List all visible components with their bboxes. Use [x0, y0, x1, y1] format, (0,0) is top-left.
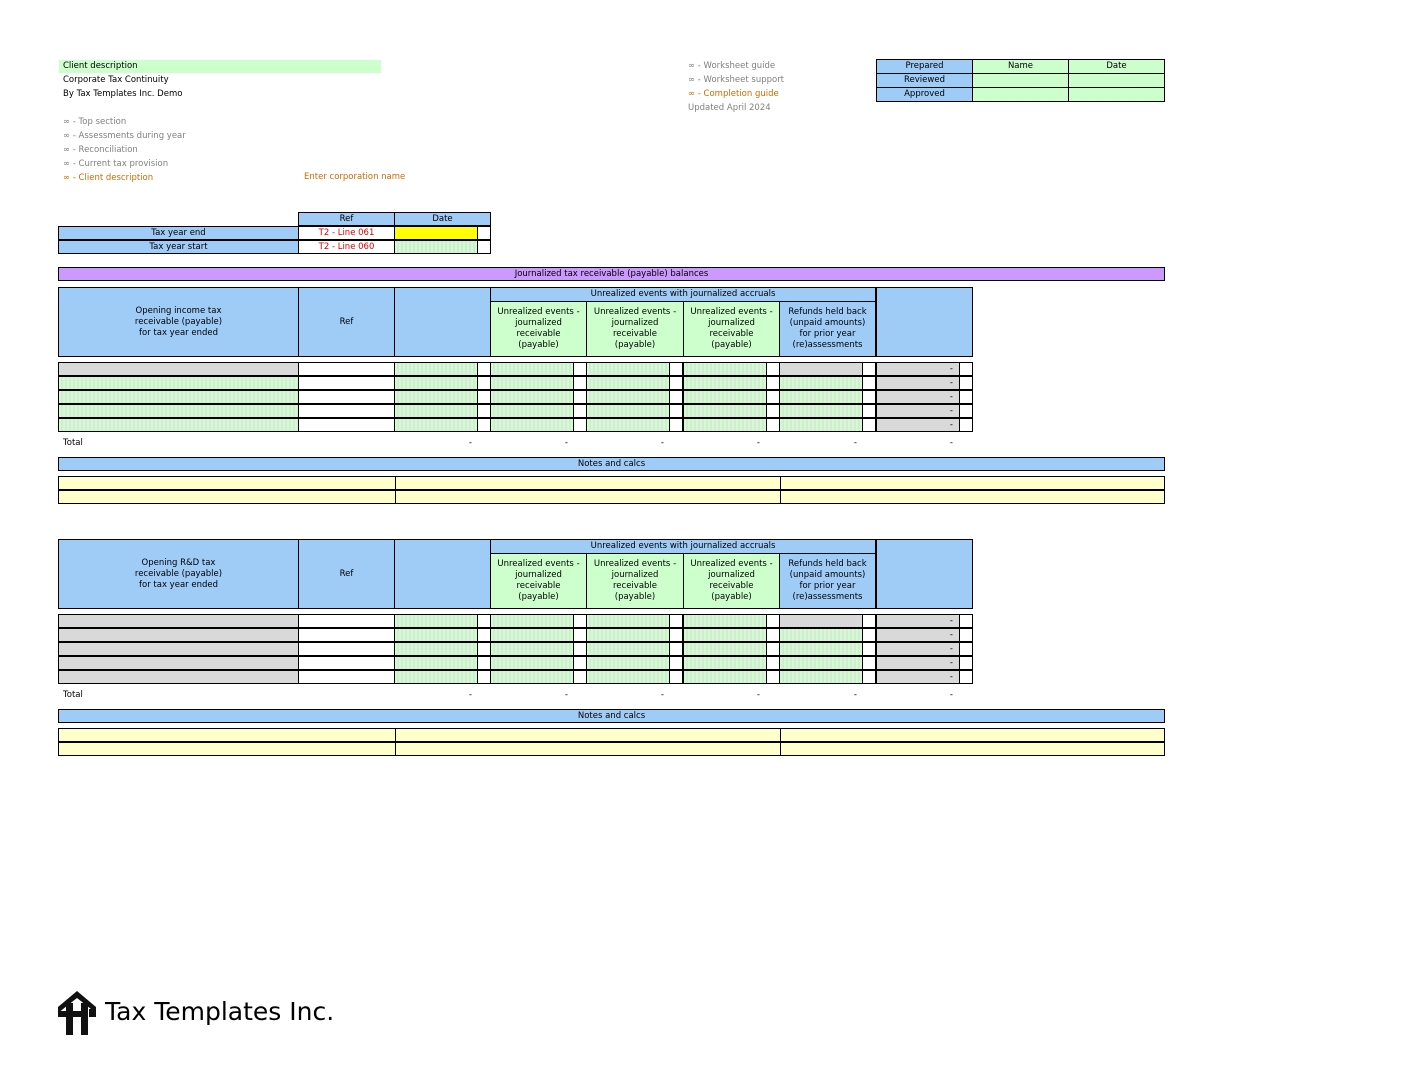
table-row-col4[interactable]	[779, 614, 863, 628]
table-row-total: -	[876, 670, 960, 684]
total-header	[876, 287, 973, 357]
table-row-col4[interactable]	[779, 418, 863, 432]
table-row-col4[interactable]	[779, 642, 863, 656]
table-row-date[interactable]	[394, 656, 478, 670]
table-row-spacer	[959, 376, 973, 390]
table-row-date[interactable]	[394, 376, 478, 390]
notes-header: Notes and calcs	[58, 709, 1165, 723]
table-row-col2[interactable]	[586, 404, 670, 418]
notes-cell[interactable]	[58, 490, 396, 504]
table-row-spacer	[477, 404, 491, 418]
house-logo-icon	[56, 989, 98, 1035]
table-row-col4[interactable]	[779, 376, 863, 390]
table-row-spacer	[669, 418, 683, 432]
table-row-ref[interactable]	[298, 656, 395, 670]
signoff-approved-date[interactable]	[1068, 87, 1165, 102]
table-row-date[interactable]	[394, 404, 478, 418]
table-row-spacer	[959, 404, 973, 418]
table-row-col4[interactable]	[779, 656, 863, 670]
company-logo-text: Tax Templates Inc.	[105, 997, 335, 1026]
signoff-date-header: Date	[1068, 59, 1165, 74]
table-row-spacer	[573, 656, 587, 670]
table-row-ref[interactable]	[298, 418, 395, 432]
blank-header	[394, 287, 491, 357]
table-row-spacer	[669, 656, 683, 670]
table-row-spacer	[959, 418, 973, 432]
notes-cell[interactable]	[395, 728, 781, 742]
table-row-col1[interactable]	[490, 614, 574, 628]
table-row-spacer	[766, 642, 780, 656]
notes-cell[interactable]	[395, 490, 781, 504]
table-row-col1[interactable]	[490, 390, 574, 404]
total-value: -	[660, 690, 664, 700]
tax-year-end-ref: T2 - Line 061	[298, 226, 395, 240]
table-row-spacer	[766, 628, 780, 642]
tax-year-start-spacer	[477, 240, 491, 254]
signoff-reviewed-label: Reviewed	[876, 73, 973, 88]
total-header	[876, 539, 973, 609]
tax-year-end-date-input[interactable]	[394, 226, 478, 240]
total-value: -	[853, 690, 857, 700]
tax-year-start-ref: T2 - Line 060	[298, 240, 395, 254]
table-row-ref[interactable]	[298, 642, 395, 656]
updated-date: Updated April 2024	[688, 103, 771, 113]
signoff-name-header: Name	[972, 59, 1069, 74]
table-row-label[interactable]	[58, 642, 299, 656]
table-row-ref[interactable]	[298, 390, 395, 404]
table-row-date[interactable]	[394, 362, 478, 376]
table-row-col1[interactable]	[490, 418, 574, 432]
total-value: -	[756, 690, 760, 700]
table-row-ref[interactable]	[298, 614, 395, 628]
table-row-date[interactable]	[394, 614, 478, 628]
table-row-spacer	[959, 642, 973, 656]
group-header: Unrealized events with journalized accruals	[490, 539, 876, 554]
table-row-spacer	[573, 642, 587, 656]
tax-year-ref-header: Ref	[298, 212, 395, 226]
table-row-spacer	[573, 376, 587, 390]
opening-header: Opening income tax receivable (payable) for tax year ended	[58, 287, 299, 357]
table-row-total: -	[876, 642, 960, 656]
table-row-total: -	[876, 376, 960, 390]
table-row-spacer	[477, 614, 491, 628]
table-row-spacer	[862, 362, 876, 376]
client-description-label: Client description	[63, 61, 138, 71]
table-row-spacer	[573, 670, 587, 684]
table-row-spacer	[669, 376, 683, 390]
link-worksheet-guide[interactable]: ∞ - Worksheet guide	[688, 61, 776, 71]
table-row-col3[interactable]	[683, 418, 767, 432]
table-row-spacer	[669, 404, 683, 418]
table-row-spacer	[862, 376, 876, 390]
notes-cell[interactable]	[58, 728, 396, 742]
table-row-ref[interactable]	[298, 670, 395, 684]
notes-cell[interactable]	[780, 476, 1165, 490]
col2-header: Unrealized events - journalized receivable (payable)	[586, 553, 684, 609]
table-row-spacer	[573, 628, 587, 642]
table-row-date[interactable]	[394, 628, 478, 642]
table-row-total: -	[876, 656, 960, 670]
table-row-ref[interactable]	[298, 404, 395, 418]
table-row-col2[interactable]	[586, 362, 670, 376]
table-row-label[interactable]	[58, 670, 299, 684]
table-row-spacer	[959, 614, 973, 628]
table-row-spacer	[477, 376, 491, 390]
table-row-ref[interactable]	[298, 628, 395, 642]
table-row-date[interactable]	[394, 418, 478, 432]
signoff-approved-name[interactable]	[972, 87, 1069, 102]
table-row-spacer	[573, 614, 587, 628]
table-row-ref[interactable]	[298, 376, 395, 390]
table-row-col3[interactable]	[683, 642, 767, 656]
corporate-tax-continuity: Corporate Tax Continuity	[63, 75, 169, 85]
notes-cell[interactable]	[58, 476, 396, 490]
link-assessments[interactable]: ∞ - Assessments during year	[63, 131, 186, 141]
table-row-spacer	[477, 656, 491, 670]
table-row-col2[interactable]	[586, 628, 670, 642]
section-title: Journalized tax receivable (payable) balances	[58, 267, 1165, 281]
table-row-label[interactable]	[58, 362, 299, 376]
table-row-col4[interactable]	[779, 404, 863, 418]
table-row-spacer	[766, 614, 780, 628]
table-row-date[interactable]	[394, 670, 478, 684]
table-row-spacer	[766, 670, 780, 684]
ref-header: Ref	[298, 539, 395, 609]
col2-header: Unrealized events - journalized receivable (payable)	[586, 301, 684, 357]
table-row-spacer	[669, 614, 683, 628]
table-row-spacer	[959, 628, 973, 642]
table-row-spacer	[477, 362, 491, 376]
table-row-spacer	[959, 362, 973, 376]
tax-year-start-label: Tax year start	[58, 240, 299, 254]
table-row-col1[interactable]	[490, 642, 574, 656]
total-value: -	[468, 690, 472, 700]
link-reconciliation[interactable]: ∞ - Reconciliation	[63, 145, 138, 155]
link-current-tax-provision[interactable]: ∞ - Current tax provision	[63, 159, 169, 169]
col1-header: Unrealized events - journalized receivable (payable)	[490, 301, 587, 357]
table-row-col3[interactable]	[683, 614, 767, 628]
notes-cell[interactable]	[780, 728, 1165, 742]
table-row-total: -	[876, 390, 960, 404]
table-row-col4[interactable]	[779, 390, 863, 404]
tax-year-start-date	[394, 240, 478, 254]
group-header: Unrealized events with journalized accruals	[490, 287, 876, 302]
table-row-ref[interactable]	[298, 362, 395, 376]
table-row-total: -	[876, 628, 960, 642]
table-row-spacer	[573, 404, 587, 418]
total-value: -	[564, 438, 568, 448]
table-row-col1[interactable]	[490, 376, 574, 390]
table-row-spacer	[477, 642, 491, 656]
signoff-reviewed-name[interactable]	[972, 73, 1069, 88]
table-row-col3[interactable]	[683, 656, 767, 670]
table-row-spacer	[862, 628, 876, 642]
notes-cell[interactable]	[58, 742, 396, 756]
table-row-col1[interactable]	[490, 628, 574, 642]
company-logo	[56, 989, 98, 1038]
table-row-total: -	[876, 418, 960, 432]
table-row-col4[interactable]	[779, 670, 863, 684]
total-value: -	[660, 438, 664, 448]
table-row-spacer	[477, 628, 491, 642]
table-row-col1[interactable]	[490, 670, 574, 684]
by-tax-templates: By Tax Templates Inc. Demo	[63, 89, 183, 99]
table-row-spacer	[669, 642, 683, 656]
signoff-reviewed-date[interactable]	[1068, 73, 1165, 88]
signoff-approved-label: Approved	[876, 87, 973, 102]
total-label: Total	[63, 690, 83, 700]
enter-corporation-name[interactable]: Enter corporation name	[304, 172, 406, 182]
table-row-total: -	[876, 404, 960, 418]
col1-header: Unrealized events - journalized receivable (payable)	[490, 553, 587, 609]
table-row-col3[interactable]	[683, 404, 767, 418]
notes-cell[interactable]	[780, 490, 1165, 504]
table-row-label[interactable]	[58, 390, 299, 404]
tax-year-date-header: Date	[394, 212, 491, 226]
table-row-spacer	[669, 362, 683, 376]
table-row-col2[interactable]	[586, 642, 670, 656]
table-row-label[interactable]	[58, 614, 299, 628]
table-row-spacer	[573, 362, 587, 376]
table-row-total: -	[876, 362, 960, 376]
col3-header: Unrealized events - journalized receivable (payable)	[683, 301, 780, 357]
table-row-col2[interactable]	[586, 390, 670, 404]
notes-cell[interactable]	[395, 742, 781, 756]
ref-header: Ref	[298, 287, 395, 357]
notes-cell[interactable]	[780, 742, 1165, 756]
link-client-description[interactable]: ∞ - Client description	[63, 173, 154, 183]
table-row-col3[interactable]	[683, 390, 767, 404]
table-row-spacer	[573, 390, 587, 404]
signoff-prepared-label: Prepared	[876, 59, 973, 74]
col3-header: Unrealized events - journalized receivable (payable)	[683, 553, 780, 609]
table-row-col1[interactable]	[490, 362, 574, 376]
table-row-spacer	[477, 390, 491, 404]
tax-year-end-label: Tax year end	[58, 226, 299, 240]
link-top-section[interactable]: ∞ - Top section	[63, 117, 127, 127]
table-row-col2[interactable]	[586, 656, 670, 670]
table-row-label[interactable]	[58, 656, 299, 670]
table-row-label[interactable]	[58, 418, 299, 432]
total-value: -	[949, 690, 953, 700]
table-row-label[interactable]	[58, 376, 299, 390]
table-row-col1[interactable]	[490, 656, 574, 670]
table-row-total: -	[876, 614, 960, 628]
table-row-spacer	[862, 656, 876, 670]
table-row-col1[interactable]	[490, 404, 574, 418]
table-row-spacer	[766, 404, 780, 418]
table-row-spacer	[477, 670, 491, 684]
table-row-spacer	[766, 376, 780, 390]
table-row-date[interactable]	[394, 642, 478, 656]
table-row-spacer	[959, 670, 973, 684]
total-label: Total	[63, 438, 83, 448]
table-row-spacer	[959, 390, 973, 404]
table-row-spacer	[862, 670, 876, 684]
opening-header: Opening R&D tax receivable (payable) for tax year ended	[58, 539, 299, 609]
table-row-col3[interactable]	[683, 628, 767, 642]
table-row-spacer	[862, 642, 876, 656]
table-row-col4[interactable]	[779, 628, 863, 642]
table-row-spacer	[669, 390, 683, 404]
col4-header: Refunds held back (unpaid amounts) for prior year (re)assessments	[779, 301, 876, 357]
table-row-spacer	[862, 390, 876, 404]
table-row-spacer	[766, 390, 780, 404]
table-row-spacer	[766, 362, 780, 376]
table-row-label[interactable]	[58, 404, 299, 418]
table-row-spacer	[862, 418, 876, 432]
table-row-col3[interactable]	[683, 376, 767, 390]
table-row-col3[interactable]	[683, 670, 767, 684]
notes-header: Notes and calcs	[58, 457, 1165, 471]
table-row-spacer	[766, 656, 780, 670]
table-row-spacer	[959, 656, 973, 670]
table-row-spacer	[862, 614, 876, 628]
tax-year-end-spacer	[477, 226, 491, 240]
table-row-spacer	[669, 670, 683, 684]
total-value: -	[468, 438, 472, 448]
notes-cell[interactable]	[395, 476, 781, 490]
total-value: -	[949, 438, 953, 448]
table-row-col2[interactable]	[586, 614, 670, 628]
total-value: -	[564, 690, 568, 700]
table-row-col4[interactable]	[779, 362, 863, 376]
table-row-col2[interactable]	[586, 418, 670, 432]
table-row-spacer	[766, 418, 780, 432]
col4-header: Refunds held back (unpaid amounts) for prior year (re)assessments	[779, 553, 876, 609]
blank-header	[394, 539, 491, 609]
table-row-date[interactable]	[394, 390, 478, 404]
table-row-spacer	[862, 404, 876, 418]
total-value: -	[756, 438, 760, 448]
table-row-spacer	[477, 418, 491, 432]
link-worksheet-support[interactable]: ∞ - Worksheet support	[688, 75, 785, 85]
table-row-spacer	[669, 628, 683, 642]
table-row-spacer	[573, 418, 587, 432]
total-value: -	[853, 438, 857, 448]
table-row-label[interactable]	[58, 628, 299, 642]
table-row-col2[interactable]	[586, 376, 670, 390]
table-row-col3[interactable]	[683, 362, 767, 376]
link-completion-guide[interactable]: ∞ - Completion guide	[688, 89, 779, 99]
table-row-col2[interactable]	[586, 670, 670, 684]
